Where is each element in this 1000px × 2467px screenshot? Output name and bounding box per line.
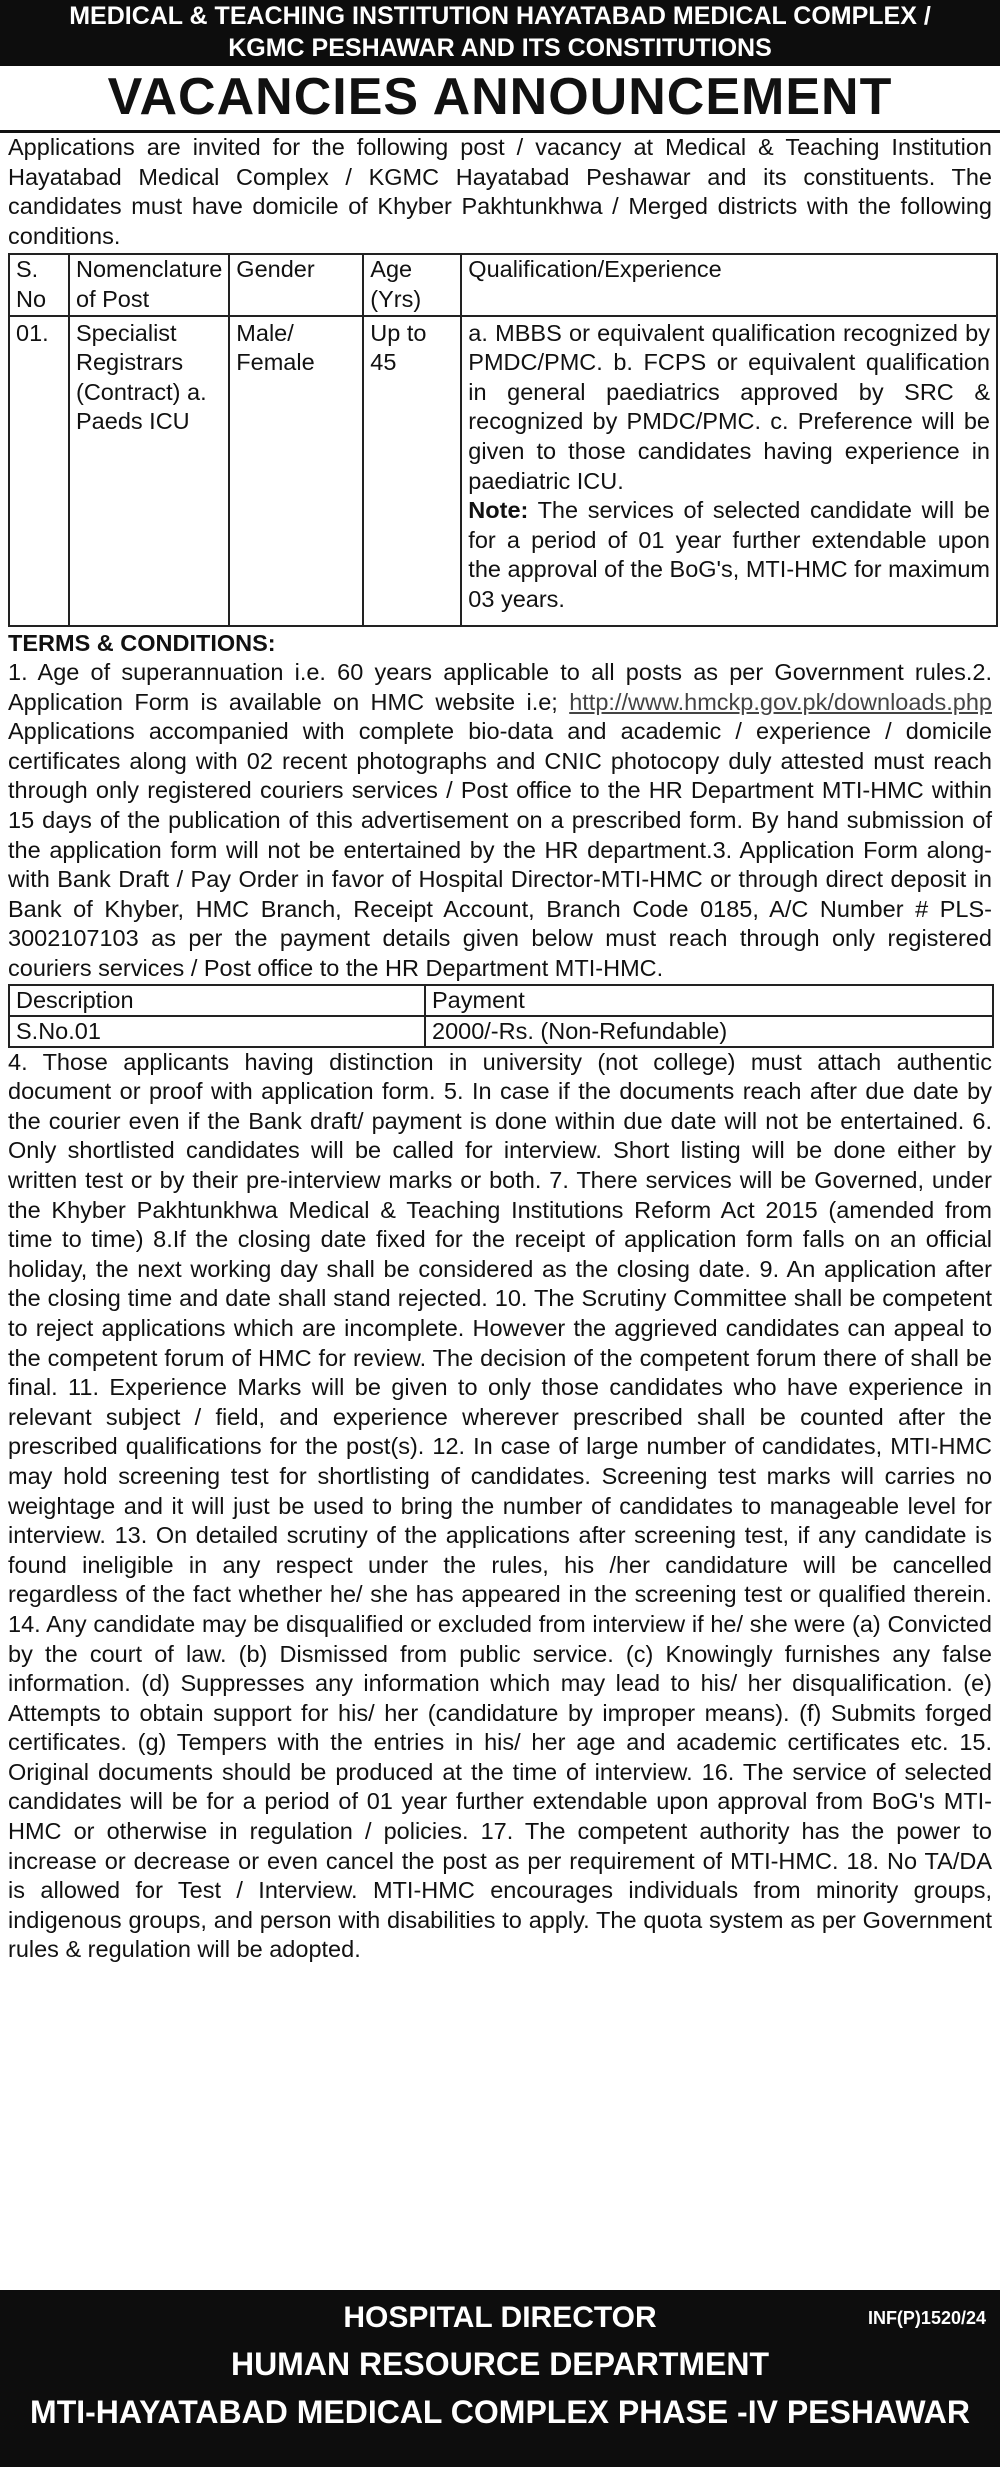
payment-header-row	[9, 985, 993, 1016]
payment-row	[9, 1016, 993, 1047]
reference-number: INF(P)1520/24	[867, 2308, 986, 2328]
terms-heading: TERMS & CONDITIONS:	[8, 629, 276, 656]
qualification-text: a. MBBS or equivalent qualification recognized by PMDC/PMC. b. FCPS or equivalent qualification in general paediatrics approved by SRC & recognized by PMDC/PMC. c. Preference will be given to those candidates having experience in paediatric ICU.	[468, 319, 990, 494]
terms-paragraph-1	[8, 658, 992, 984]
cell-qualification	[461, 316, 997, 626]
footer-line-1: HOSPITAL DIRECTOR	[343, 2301, 657, 2334]
col-gender: Gender	[229, 254, 363, 315]
payment-header-payment: Payment	[425, 985, 993, 1016]
col-age: Age (Yrs)	[363, 254, 461, 315]
cell-gender: Male/ Female	[229, 316, 363, 626]
cell-post: Specialist Registrars (Contract) a. Paeds ICU	[69, 316, 229, 626]
document-body	[0, 133, 1000, 1965]
note-text: The services of selected candidate will be for a period of 01 year further extendable upon the approval of the BoG's, MTI-HMC for maximum 03 years.	[468, 497, 990, 612]
payment-cell-amount: 2000/-Rs. (Non-Refundable)	[425, 1016, 993, 1047]
col-post: Nomenclature of Post	[69, 254, 229, 315]
col-qualification: Qualification/Experience	[461, 254, 997, 315]
terms-text-b: Applications accompanied with complete bio-data and academic / experience / domicile certificates along with 02 recent photographs and CNIC photocopy duly attested must reach through only registered couriers services / Post office to the HR Department MTI-HMC within 15 days of the publication of this advertisement on a prescribed form. By hand submission of the application form will not be entertained by the HR department.3. Application Form along-with Bank Draft / Pay Order in favor of Hospital Director-MTI-HMC or through direct deposit in Bank of Khyber, HMC Branch, Receipt Account, Branch Code 0185, A/C Number # PLS-3002107103 as per the payment details given below must reach through only registered couriers services / Post office to the HR Department MTI-HMC.	[8, 718, 992, 982]
vacancy-table	[8, 253, 998, 626]
page-title: VACANCIES ANNOUNCEMENT	[0, 66, 1000, 133]
payment-header-description: Description	[9, 985, 425, 1016]
terms-paragraph-2: 4. Those applicants having distinction in university (not college) must attach authentic document or proof with application form. 5. In case if the documents reach after due date by the courier even if the Bank draft/ payment is done within due date will not be entertained. 6. Only shortlisted candidates will be called for interview. Short listing will be done either by written test or by their pre-interview marks or both. 7. There services will be Governed, under the Khyber Pakhtunkhwa Medical & Teaching Institutions Reform Act 2015 (amended from time to time) 8.If the closing date fixed for the receipt of application form falls on an official holiday, the next working day shall be considered as the closing date. 9. An application after the closing time and date shall stand rejected. 10. The Scrutiny Committee shall be competent to reject applications which are incomplete. However the aggrieved candidates can appeal to the competent forum of HMC for review. The decision of the competent forum there of shall be final. 11. Experience Marks will be given to only those candidates who have experience in relevant subject / field, and experience wherever prescribed shall be counted after the prescribed qualifications for the post(s). 12. In case of large number of candidates, MTI-HMC may hold screening test for shortlisting of candidates. Screening test marks will carries no weightage and it will just be used to bring the number of candidates to manageable level for interview. 13. On detailed scrutiny of the applications after screening test, if any candidate is found ineligible in any respect under the rules, his /her candidature will be cancelled regardless of the fact whether he/ she has appeared in the screening test or qualified therein. 14. Any candidate may be disqualified or excluded from interview if he/ she were (a) Convicted by the court of law. (b) Dismissed from public service. (c) Knowingly furnishes any false information. (d) Suppresses any information which may lead to his/ her disqualification. (e) Attempts to obtain support for his/ her (candidature by improper means). (f) Submits forged certificates. (g) Tempers with the entries in his/ her age and academic certificates etc. 15. Original documents should be produced at the time of interview. 16. The service of selected candidates will be for a period of 01 year further extendable upon approval from BoG's MTI-HMC or otherwise in regulation / policies. 17. The competent authority has the power to increase or decrease or even cancel the post as per requirement of MTI-HMC. 18. No TA/DA is allowed for Test / Interview. MTI-HMC encourages individuals from minority groups, indigenous groups, and person with disabilities to apply. The quota system as per Government rules & regulation will be adopted.	[8, 1048, 992, 1963]
institution-header	[0, 0, 1000, 66]
intro-paragraph: Applications are invited for the following post / vacancy at Medical & Teaching Institution Hayatabad Medical Complex / KGMC Hayatabad Peshawar and its constituents. The candidates must have domicile of Khyber Pakhtunkhwa / Merged districts with the following conditions.	[8, 134, 992, 249]
cell-age: Up to 45	[363, 316, 461, 626]
vacancy-header-row	[9, 254, 997, 315]
col-sno: S. No	[9, 254, 69, 315]
footer-line-3: MTI-HAYATABAD MEDICAL COMPLEX PHASE -IV PESHAWAR	[30, 2394, 970, 2430]
terms-text-a: 1. Age of superannuation i.e. 60 years applicable to all posts as per Government rules.2. Application Form is available on HMC website i.e;	[8, 659, 992, 715]
payment-table	[8, 984, 994, 1048]
vacancy-row	[9, 316, 997, 626]
header-line-1: MEDICAL & TEACHING INSTITUTION HAYATABAD MEDICAL COMPLEX /	[69, 2, 931, 30]
footer-signature-block	[0, 2290, 1000, 2467]
payment-cell-description: S.No.01	[9, 1016, 425, 1047]
footer-line-2: HUMAN RESOURCE DEPARTMENT	[230, 2346, 770, 2382]
downloads-link[interactable]: http://www.hmckp.gov.pk/downloads.php	[569, 688, 992, 715]
header-line-2: KGMC PESHAWAR AND ITS CONSTITUTIONS	[228, 34, 772, 62]
cell-sno: 01.	[9, 316, 69, 626]
note-label: Note:	[468, 497, 529, 524]
